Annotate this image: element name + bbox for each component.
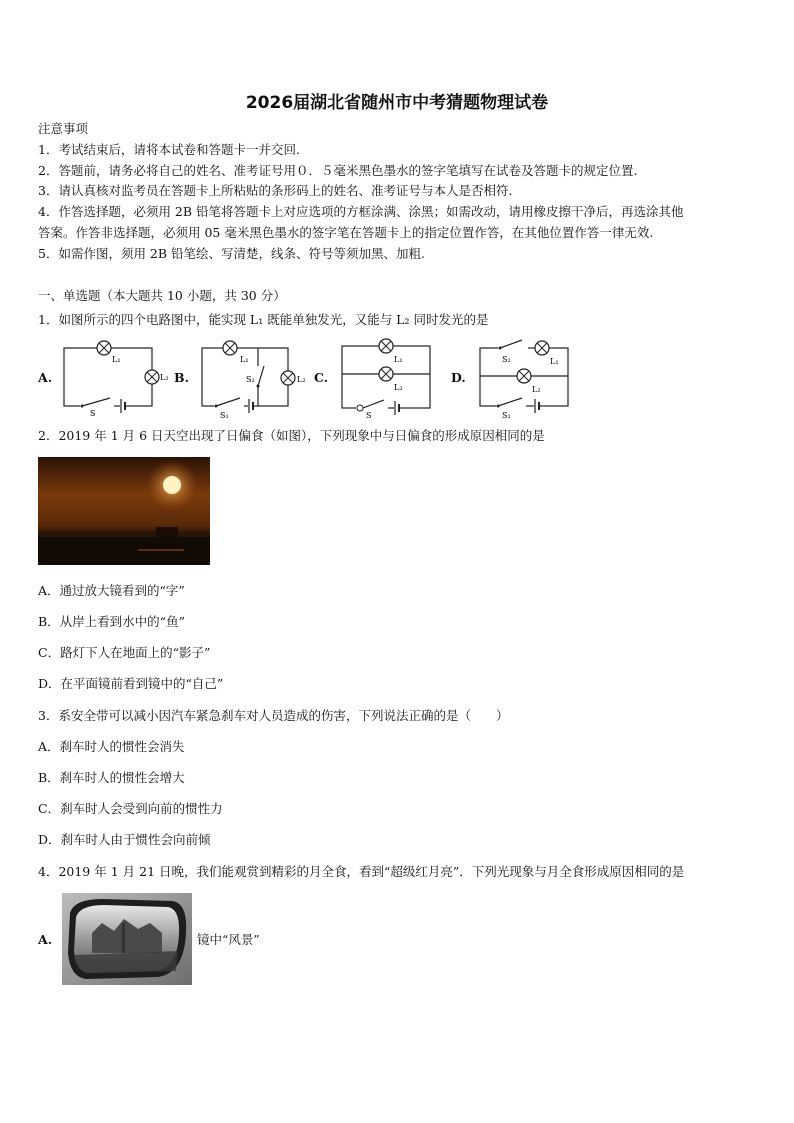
notice-item: 5．如需作图，须用 2B 铅笔绘、写清楚，线条、符号等须加黑、加粗. [38,246,426,261]
q1-option-d-label: D. [451,370,466,385]
label-l2: L₂ [297,375,306,384]
label-s2: S₂ [246,375,255,384]
question-1-stem: 1．如图所示的四个电路图中，能实现 L₁ 既能单独发光，又能与 L₂ 同时发光的是 [38,312,489,327]
notice-item: 1．考试结束后，请将本试卷和答题卡一并交回. [38,142,300,157]
label-l1: L₁ [240,355,249,364]
q1-option-b-label: B. [174,370,189,385]
q1-option-c-label: C. [314,370,329,385]
car-mirror-photo [62,893,192,985]
question-3-stem: 3．系安全带可以减小因汽车紧急刹车对人员造成的伤害，下列说法正确的是（ ） [38,708,509,723]
page-title: 2026届湖北省随州市中考猜题物理试卷 [245,93,549,113]
q2-option-d: D．在平面镜前看到镜中的“自己” [38,676,224,691]
q4-option-a-label: A. [38,932,53,947]
notice-heading: 注意事项 [38,121,89,136]
label-s2: S₂ [502,355,511,364]
q2-option-a: A．通过放大镜看到的“字” [38,583,185,598]
notice-item: 2．答题前，请务必将自己的姓名、准考证号用０．５毫米黑色墨水的签字笔填写在试卷及答题卡的规定位置. [38,163,638,178]
label-l2: L₂ [532,385,541,394]
q1-option-a-label: A. [38,370,53,385]
circuit-diagram-c [336,336,440,420]
q3-option-a: A．刹车时人的惯性会消失 [38,739,185,754]
label-s1: S₁ [502,411,511,420]
label-s: S [90,409,96,416]
q4-option-a-text: 镜中“风景” [197,932,260,947]
label-l1: L₁ [394,355,403,364]
circuit-diagram-d [474,338,574,420]
label-l2: L₂ [160,373,169,382]
question-2-stem: 2．2019 年 1 月 6 日天空出现了日偏食（如图），下列现象中与日偏食的形成原因相同的是 [38,428,545,443]
notice-item: 4．作答选择题，必须用 2B 铅笔将答题卡上对应选项的方框涂满、涂黑；如需改动，请用橡皮擦干净后，再选涂其他 [38,204,684,219]
eclipse-photo [38,457,210,565]
q3-option-c: C．刹车时人会受到向前的惯性力 [38,801,223,816]
question-4-stem: 4．2019 年 1 月 21 日晚，我们能观赏到精彩的月全食，看到“超级红月亮”．下列光现象与月全食形成原因相同的是 [38,864,685,879]
label-s: S [366,411,372,420]
label-l1: L₁ [112,355,121,364]
notice-item: 答案。作答非选择题，必须用 05 毫米黑色墨水的签字笔在答题卡上的指定位置作答，在其他位置作答一律无效. [38,225,654,240]
section-heading: 一、单选题（本大题共 10 小题，共 30 分） [38,288,286,303]
q2-option-b: B．从岸上看到水中的“鱼” [38,614,185,629]
circuit-diagram-b [196,338,314,420]
label-s1: S₁ [220,411,229,420]
q3-option-b: B．刹车时人的惯性会增大 [38,770,185,785]
notice-item: 3．请认真核对监考员在答题卡上所粘贴的条形码上的姓名、准考证号与本人是否相符. [38,183,513,198]
label-l2: L₂ [394,383,403,392]
q2-option-c: C．路灯下人在地面上的“影子” [38,645,211,660]
label-l1: L₁ [550,357,559,366]
circuit-diagram-a [58,338,170,416]
q3-option-d: D．刹车时人由于惯性会向前倾 [38,832,211,847]
